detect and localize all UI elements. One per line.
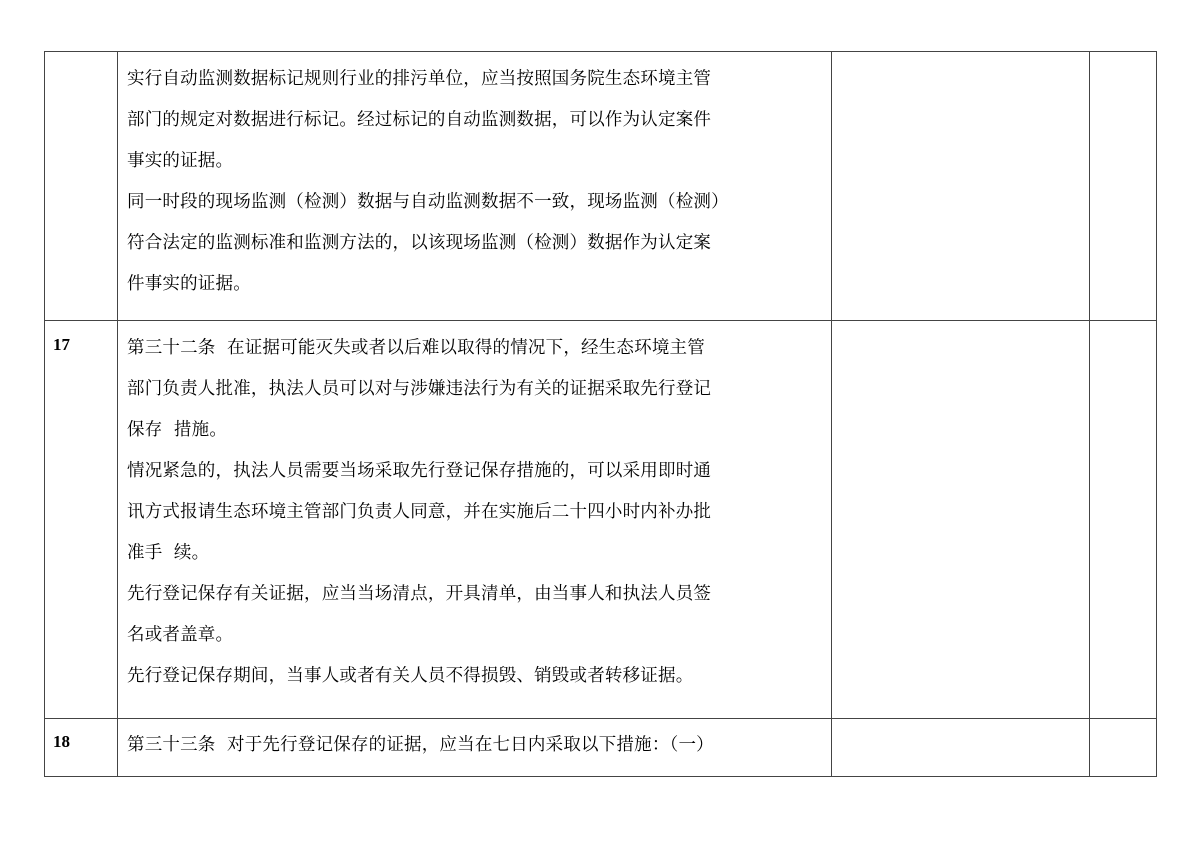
text-line: 第三十二条 在证据可能灭失或者以后难以取得的情况下，经生态环境主管 — [127, 338, 705, 358]
text-line: 同一时段的现场监测（检测）数据与自动监测数据不一致，现场监测（检测） — [127, 192, 729, 212]
text-line: 名或者盖章。 — [127, 625, 234, 645]
regulation-table — [44, 51, 1157, 777]
article-text-cell — [118, 321, 832, 719]
empty-cell — [832, 52, 1090, 321]
row-number-cell: 17 — [45, 321, 118, 719]
text-line: 部门的规定对数据进行标记。经过标记的自动监测数据，可以作为认定案件 — [127, 110, 712, 130]
text-line: 先行登记保存期间，当事人或者有关人员不得损毁、销毁或者转移证据。 — [127, 666, 694, 686]
row-number-cell: 18 — [45, 719, 118, 777]
article-text-cell — [118, 52, 832, 321]
text-line: 先行登记保存有关证据，应当当场清点，开具清单，由当事人和执法人员签 — [127, 584, 712, 604]
text-line: 讯方式报请生态环境主管部门负责人同意，并在实施后二十四小时内补办批 — [127, 502, 712, 522]
empty-cell — [832, 719, 1090, 777]
empty-cell — [1090, 52, 1157, 321]
text-line: 事实的证据。 — [127, 151, 234, 171]
text-line: 实行自动监测数据标记规则行业的排污单位，应当按照国务院生态环境主管 — [127, 69, 712, 89]
article-text-cell — [118, 719, 832, 777]
table-row — [45, 719, 1157, 777]
table-row — [45, 52, 1157, 321]
text-line: 第三十三条 对于先行登记保存的证据，应当在七日内采取以下措施：（一） — [127, 735, 714, 755]
text-line: 情况紧急的，执法人员需要当场采取先行登记保存措施的，可以采用即时通 — [127, 461, 712, 481]
text-line: 件事实的证据。 — [127, 274, 251, 294]
row-number-cell — [45, 52, 118, 321]
table-row — [45, 321, 1157, 719]
empty-cell — [1090, 321, 1157, 719]
empty-cell — [832, 321, 1090, 719]
text-line: 部门负责人批准，执法人员可以对与涉嫌违法行为有关的证据采取先行登记 — [127, 379, 712, 399]
text-line: 符合法定的监测标准和监测方法的，以该现场监测（检测）数据作为认定案 — [127, 233, 712, 253]
text-line: 准手 续。 — [127, 543, 210, 563]
text-line: 保存 措施。 — [127, 420, 228, 440]
empty-cell — [1090, 719, 1157, 777]
